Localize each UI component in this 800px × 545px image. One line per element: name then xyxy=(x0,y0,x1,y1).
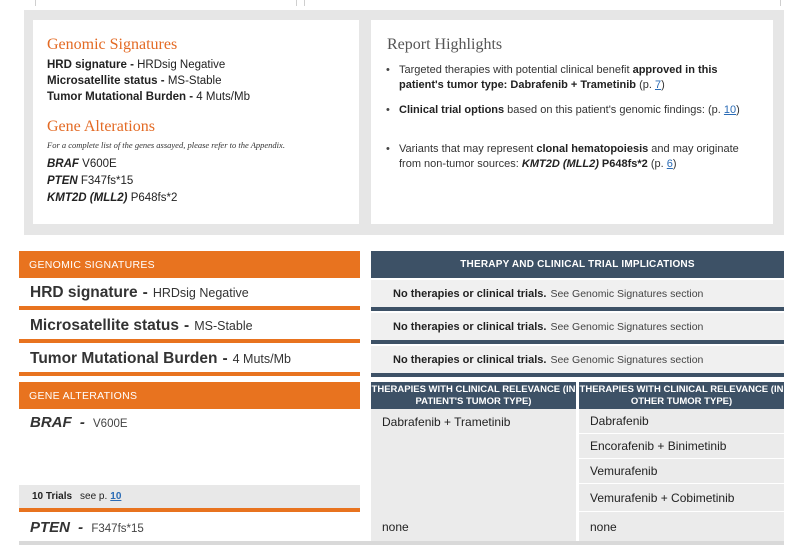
bottom-rule xyxy=(19,541,784,545)
table-row-tmb: Tumor Mutational Burden - 4 Muts/Mb xyxy=(19,346,360,376)
top-divider-strip xyxy=(0,0,800,6)
gene-alterations-heading: Gene Alterations xyxy=(47,118,155,135)
other-therapy-item: Vemurafenib + Cobimetinib xyxy=(579,484,784,512)
highlight-clonal-hematopoiesis: • Variants that may represent clonal hematopoiesis and may originate from non-tumor sources: KMT2D (MLL2) P648fs*2 (p. 6) xyxy=(386,142,758,172)
pten-patient-therapy: none xyxy=(382,519,409,534)
therapy-implications-header: THERAPY AND CLINICAL TRIAL IMPLICATIONS xyxy=(371,251,784,278)
report-highlights-title: Report Highlights xyxy=(387,36,503,53)
highlight-clinical-trials: • Clinical trial options based on this patient's genomic findings: (p. 10) xyxy=(386,103,758,118)
alteration-list xyxy=(47,156,177,207)
page-link-7[interactable]: 7 xyxy=(654,79,662,91)
alteration-kmt2d: KMT2D (MLL2) P648fs*2 xyxy=(47,192,178,204)
gene-alterations-header: GENE ALTERATIONS xyxy=(19,382,360,409)
braf-trials-row: 10 Trials see p. 10 xyxy=(19,485,360,512)
signature-list xyxy=(47,57,250,105)
other-therapy-item: Vemurafenib xyxy=(579,459,784,484)
page-link-10[interactable]: 10 xyxy=(723,104,737,116)
genomic-signatures-heading: Genomic Signatures xyxy=(47,36,178,53)
therapy-row-tmb: No therapies or clinical trials. See Genomic Signatures section xyxy=(371,346,784,377)
therapy-row-hrd: No therapies or clinical trials. See Genomic Signatures section xyxy=(371,280,784,311)
highlight-approved-therapies: • Targeted therapies with potential clinical benefit approved in this patient's tumor type: Dabrafenib + Trametinib (p. 7) xyxy=(386,63,758,93)
other-therapy-item: Encorafenib + Binimetinib xyxy=(579,434,784,459)
gene-row-braf: BRAF - V600E xyxy=(30,414,128,431)
trials-page-link[interactable]: 10 xyxy=(110,491,122,502)
col-header-patient-tumor-type: THERAPIES WITH CLINICAL RELEVANCE (IN PATIENT'S TUMOR TYPE) xyxy=(371,384,576,407)
therapy-row-msi: No therapies or clinical trials. See Genomic Signatures section xyxy=(371,313,784,344)
genomic-signatures-header: GENOMIC SIGNATURES xyxy=(19,251,360,278)
other-therapy-item: Dabrafenib xyxy=(579,409,784,434)
summary-left-card xyxy=(33,20,359,224)
signature-hrd: HRD signature - HRDsig Negative xyxy=(47,59,226,71)
alteration-pten: PTEN F347fs*15 xyxy=(47,175,134,187)
table-row-msi: Microsatellite status - MS-Stable xyxy=(19,313,360,343)
gene-appendix-note: For a complete list of the genes assayed, please refer to the Appendix. xyxy=(47,140,285,150)
signature-msi: Microsatellite status - MS-Stable xyxy=(47,75,222,87)
col-header-other-tumor-type: THERAPIES WITH CLINICAL RELEVANCE (IN OTHER TUMOR TYPE) xyxy=(579,384,784,407)
report-highlights-card xyxy=(371,20,773,224)
braf-patient-therapy: Dabrafenib + Trametinib xyxy=(382,414,511,429)
signature-tmb: Tumor Mutational Burden - 4 Muts/Mb xyxy=(47,91,250,103)
alteration-braf: BRAF V600E xyxy=(47,158,117,170)
table-row-hrd: HRD signature - HRDsig Negative xyxy=(19,280,360,310)
pten-other-therapy: none xyxy=(590,519,617,534)
page-link-6[interactable]: 6 xyxy=(666,158,673,170)
gene-row-pten: PTEN - F347fs*15 xyxy=(30,519,144,536)
